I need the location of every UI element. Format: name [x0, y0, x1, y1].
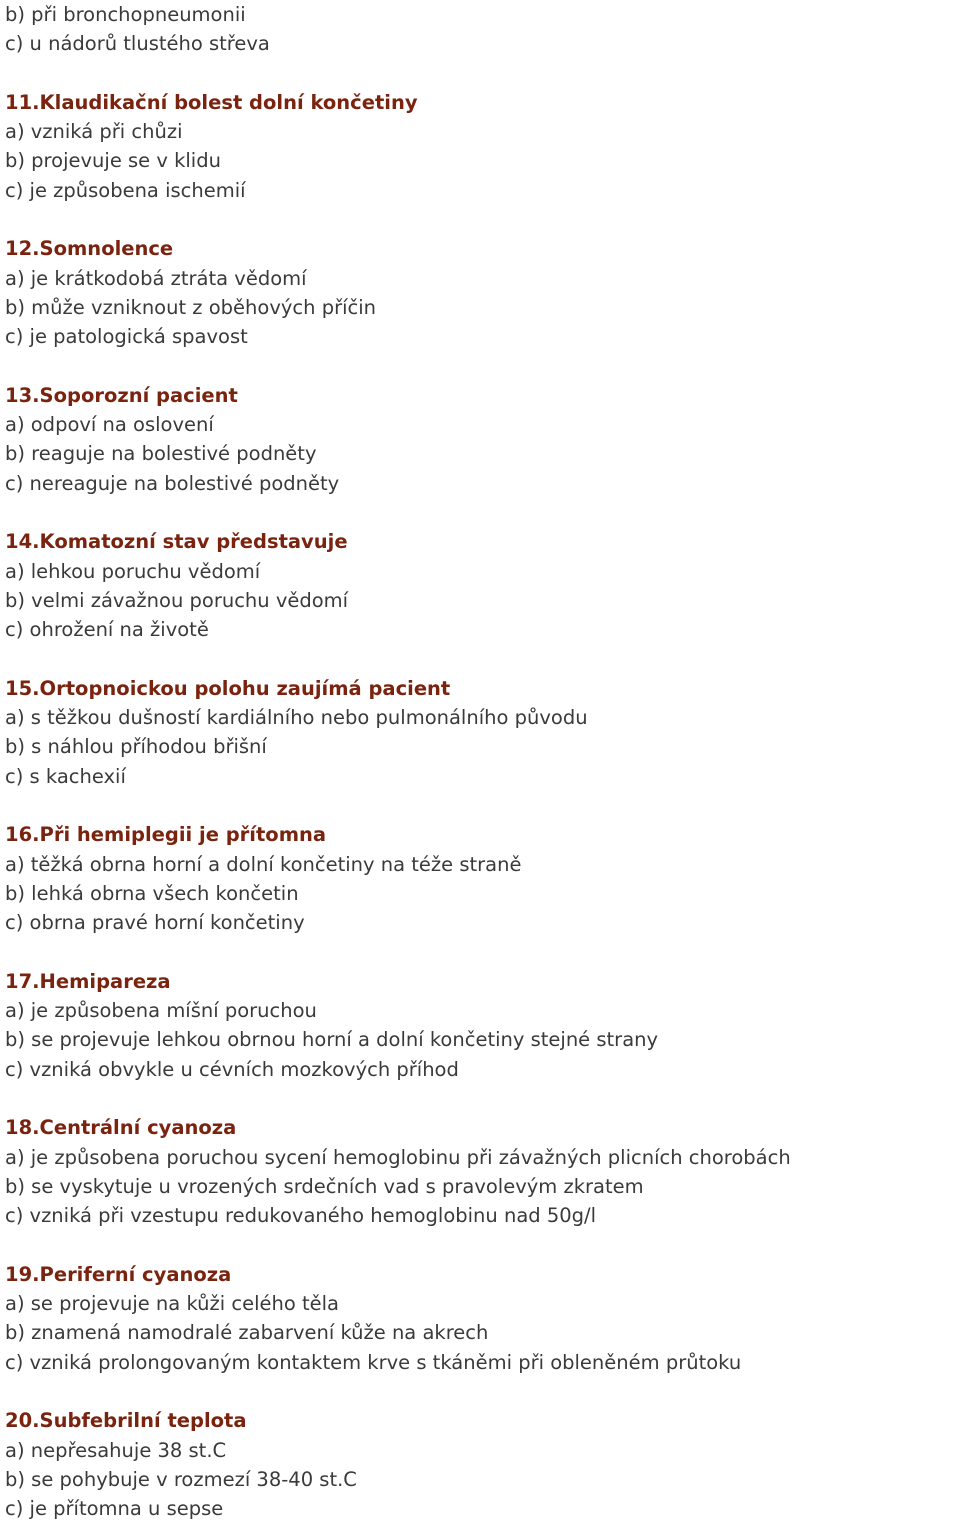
spacer: [5, 938, 955, 967]
answer-option: c) ohrožení na životě: [5, 618, 209, 642]
question-block: [5, 234, 955, 351]
question-number: 14.: [5, 530, 40, 554]
question-block: [5, 674, 955, 791]
question-title: Centrální cyanoza: [39, 1116, 237, 1140]
question-heading: [5, 1406, 955, 1435]
question-heading: [5, 1260, 955, 1289]
question-number: 11.: [5, 90, 40, 114]
answer-option: b) se pohybuje v rozmezí 38-40 st.C: [5, 1467, 357, 1491]
answer-option: b) lehká obrna všech končetin: [5, 881, 299, 905]
question-number: 15.: [5, 676, 40, 700]
question-title: Ortopnoickou polohu zaujímá pacient: [39, 676, 451, 700]
question-title: Klaudikační bolest dolní končetiny: [39, 90, 418, 114]
spacer: [5, 352, 955, 381]
question-block: [5, 381, 955, 498]
lead-options: [5, 0, 955, 59]
answer-option: a) odpoví na oslovení: [5, 413, 214, 437]
answer-option: a) nepřesahuje 38 st.C: [5, 1438, 227, 1462]
answer-option: c) obrna pravé horní končetiny: [5, 911, 305, 935]
spacer: [5, 59, 955, 88]
question-heading: [5, 674, 955, 703]
question-block: [5, 820, 955, 937]
answer-option: c) nereaguje na bolestivé podněty: [5, 471, 340, 495]
question-title: Soporozní pacient: [39, 383, 238, 407]
document-page: [5, 0, 955, 1523]
question-number: 20.: [5, 1409, 40, 1433]
question-heading: [5, 967, 955, 996]
question-block: [5, 527, 955, 644]
answer-option: c) s kachexií: [5, 764, 126, 788]
answer-option: b) reaguje na bolestivé podněty: [5, 442, 317, 466]
question-block: [5, 967, 955, 1084]
lead-option: b) při bronchopneumonii: [5, 3, 246, 26]
question-title: Při hemiplegii je přítomna: [39, 823, 327, 847]
answer-option: b) s náhlou příhodou břišní: [5, 735, 267, 759]
question-number: 18.: [5, 1116, 40, 1140]
question-number: 13.: [5, 383, 40, 407]
question-number: 16.: [5, 823, 40, 847]
question-title: Hemipareza: [39, 969, 171, 993]
question-title: Komatozní stav představuje: [39, 530, 348, 554]
lead-option: c) u nádorů tlustého střeva: [5, 32, 270, 56]
answer-option: b) se vyskytuje u vrozených srdečních vad s pravolevým zkratem: [5, 1174, 644, 1198]
answer-option: c) je způsobena ischemií: [5, 178, 246, 202]
question-number: 17.: [5, 969, 40, 993]
answer-option: a) těžká obrna horní a dolní končetiny na téže straně: [5, 852, 522, 876]
answer-option: c) je přítomna u sepse: [5, 1497, 224, 1521]
question-heading: [5, 527, 955, 556]
spacer: [5, 791, 955, 820]
answer-option: c) je patologická spavost: [5, 325, 248, 349]
question-number: 19.: [5, 1262, 40, 1286]
answer-option: a) se projevuje na kůži celého těla: [5, 1292, 339, 1316]
question-heading: [5, 381, 955, 410]
answer-option: a) lehkou poruchu vědomí: [5, 559, 261, 583]
question-heading: [5, 234, 955, 263]
question-block: [5, 1113, 955, 1230]
answer-option: a) je způsobena míšní poruchou: [5, 999, 317, 1023]
question-title: Somnolence: [39, 237, 174, 261]
question-block: [5, 88, 955, 205]
answer-option: c) vzniká obvykle u cévních mozkových příhod: [5, 1057, 459, 1081]
question-title: Subfebrilní teplota: [39, 1409, 247, 1433]
answer-option: c) vzniká prolongovaným kontaktem krve s tkáněmi při obleněném průtoku: [5, 1350, 742, 1374]
spacer: [5, 498, 955, 527]
answer-option: b) velmi závažnou poruchu vědomí: [5, 588, 349, 612]
answer-option: a) je způsobena poruchou sycení hemoglobinu při závažných plicních chorobách: [5, 1145, 791, 1169]
spacer: [5, 1377, 955, 1406]
question-heading: [5, 1113, 955, 1142]
spacer: [5, 1230, 955, 1259]
question-block: [5, 1260, 955, 1377]
spacer: [5, 205, 955, 234]
answer-option: a) je krátkodobá ztráta vědomí: [5, 266, 307, 290]
answer-option: b) může vzniknout z oběhových příčin: [5, 295, 377, 319]
answer-option: a) s těžkou dušností kardiálního nebo pulmonálního původu: [5, 706, 588, 730]
spacer: [5, 1084, 955, 1113]
question-heading: [5, 820, 955, 849]
answer-option: a) vzniká při chůzi: [5, 120, 183, 144]
question-title: Periferní cyanoza: [39, 1262, 232, 1286]
answer-option: b) projevuje se v klidu: [5, 149, 221, 173]
answer-option: b) se projevuje lehkou obrnou horní a dolní končetiny stejné strany: [5, 1028, 659, 1052]
question-block: [5, 1406, 955, 1523]
spacer: [5, 645, 955, 674]
question-list: [5, 88, 955, 1523]
question-heading: [5, 88, 955, 117]
question-number: 12.: [5, 237, 40, 261]
answer-option: b) znamená namodralé zabarvení kůže na akrech: [5, 1321, 489, 1345]
answer-option: c) vzniká při vzestupu redukovaného hemoglobinu nad 50g/l: [5, 1204, 597, 1228]
